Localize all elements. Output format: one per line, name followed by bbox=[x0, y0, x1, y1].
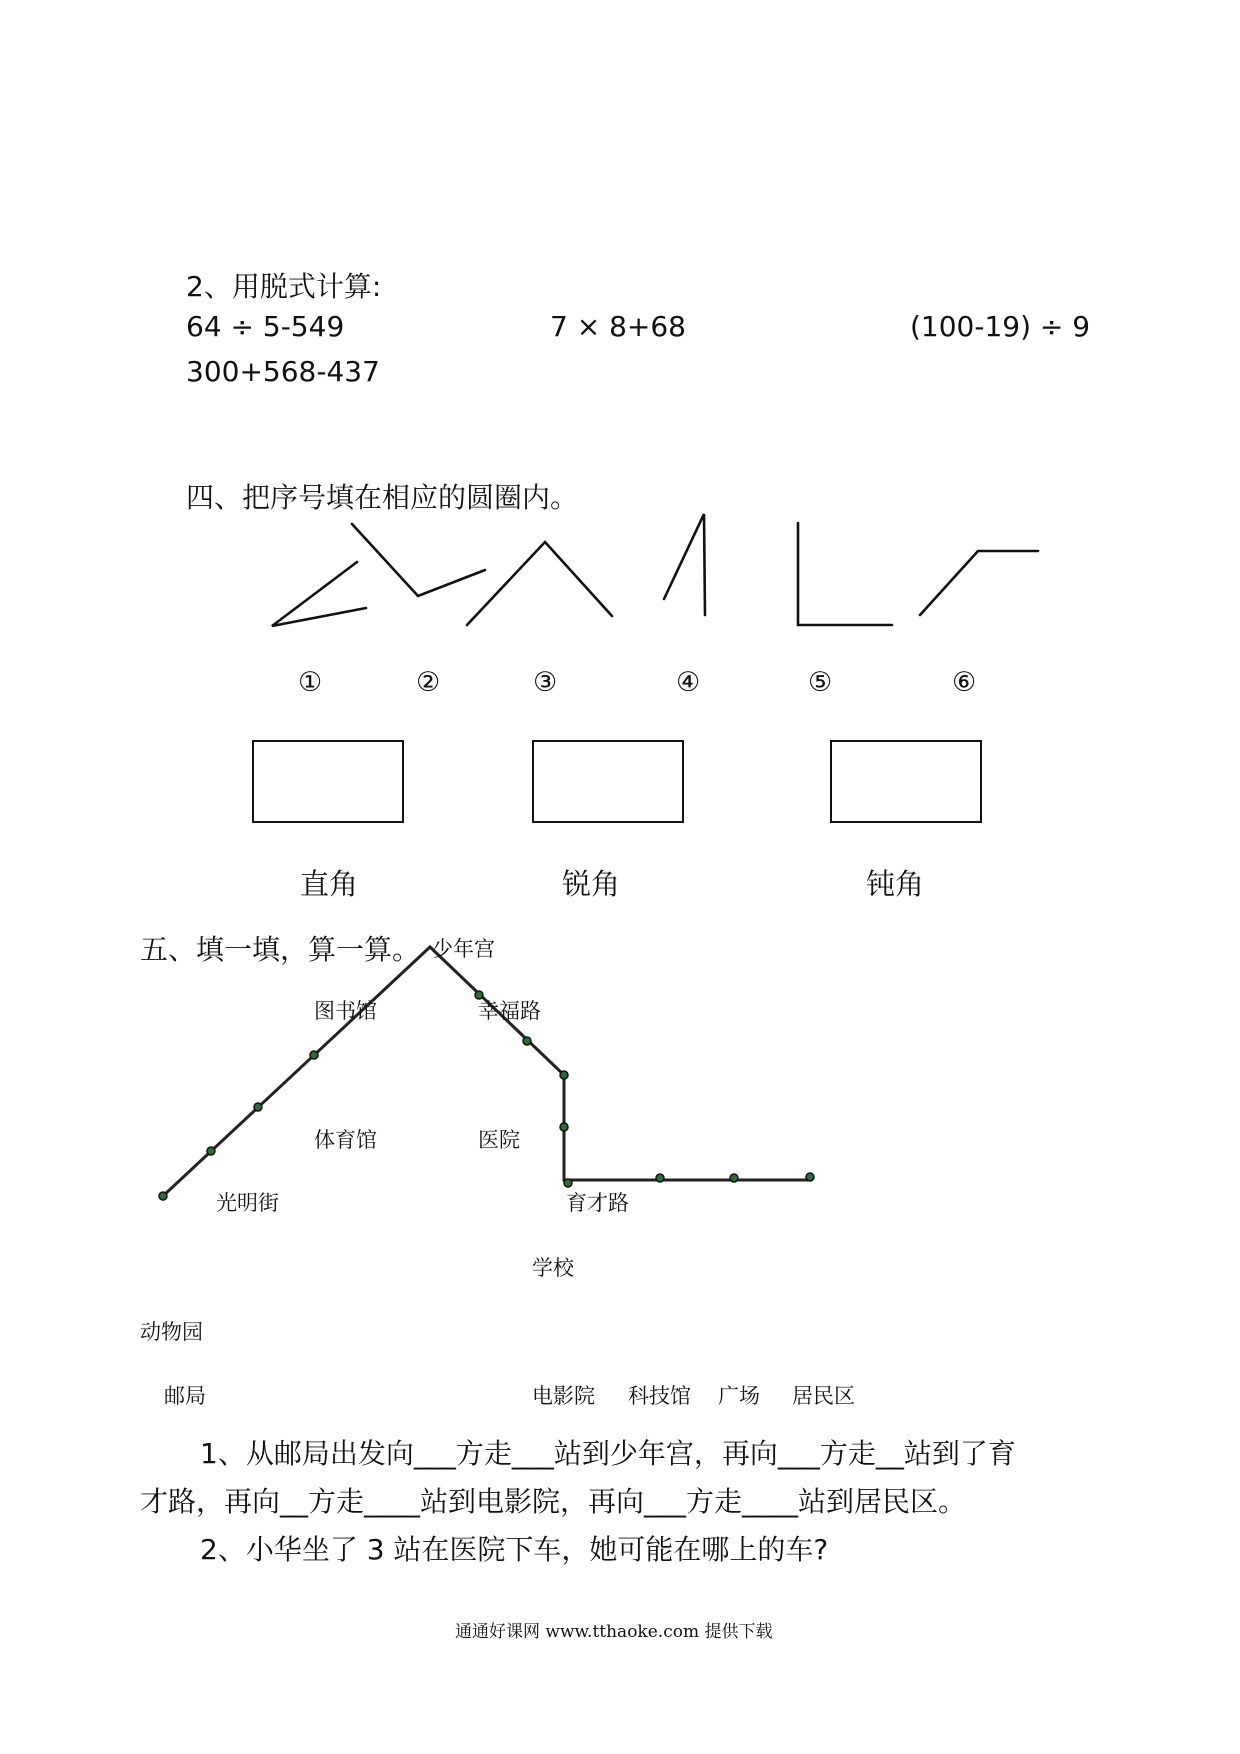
angle-3 bbox=[467, 542, 612, 625]
stop-dot bbox=[207, 1147, 215, 1155]
stop-dot bbox=[806, 1173, 814, 1181]
stop-dot bbox=[310, 1051, 318, 1059]
stop-dot bbox=[560, 1071, 568, 1079]
answer-box-acute-angle[interactable] bbox=[532, 740, 684, 823]
place-guangchang: 广场 bbox=[718, 1384, 760, 1408]
angle-4 bbox=[664, 514, 705, 615]
num-4: ④ bbox=[676, 667, 701, 698]
angle-6 bbox=[920, 551, 1038, 615]
expr-3: (100-19) ÷ 9 bbox=[910, 310, 1091, 343]
stop-dot bbox=[656, 1174, 664, 1182]
place-kejiguan: 科技馆 bbox=[628, 1384, 691, 1408]
num-1: ① bbox=[298, 667, 323, 698]
stop-dot bbox=[159, 1192, 167, 1200]
answer-box-obtuse-angle[interactable] bbox=[830, 740, 982, 823]
label-obtuse-angle: 钝角 bbox=[866, 867, 925, 901]
label-right-angle: 直角 bbox=[300, 867, 359, 901]
place-dianyingyuan: 电影院 bbox=[532, 1384, 595, 1408]
expr-4: 300+568-437 bbox=[186, 355, 380, 388]
angles-title: 四、把序号填在相应的圆圈内。 bbox=[186, 481, 579, 514]
num-2: ② bbox=[416, 667, 441, 698]
stop-dot bbox=[564, 1179, 572, 1187]
num-3: ③ bbox=[533, 667, 558, 698]
question-1-line-1: 1、从邮局出发向___方走___站到少年宫，再向___方走__站到了育 bbox=[200, 1437, 1016, 1470]
stop-dot bbox=[523, 1037, 531, 1045]
bus-route bbox=[163, 947, 810, 1196]
place-guangmingjie: 光明街 bbox=[216, 1191, 279, 1215]
calc-title: 2、用脱式计算: bbox=[186, 270, 382, 303]
expr-2: 7 × 8+68 bbox=[550, 310, 686, 343]
place-tushuguan: 图书馆 bbox=[314, 999, 377, 1023]
angle-1 bbox=[272, 562, 366, 626]
place-dongwuyuan: 动物园 bbox=[140, 1320, 203, 1344]
expr-1: 64 ÷ 5-549 bbox=[186, 310, 345, 343]
route-title: 五、填一填，算一算。 bbox=[140, 933, 421, 966]
num-6: ⑥ bbox=[952, 667, 977, 698]
label-acute-angle: 锐角 bbox=[562, 867, 621, 901]
answer-box-right-angle[interactable] bbox=[252, 740, 404, 823]
place-xingfulu: 幸福路 bbox=[478, 999, 541, 1023]
angle-5 bbox=[798, 523, 892, 625]
question-1-line-2: 才路，再向__方走____站到电影院，再向___方走____站到居民区。 bbox=[140, 1485, 967, 1518]
stop-dot bbox=[254, 1103, 262, 1111]
place-tiyuguan: 体育馆 bbox=[314, 1128, 377, 1152]
place-xuexiao: 学校 bbox=[532, 1256, 574, 1280]
stop-dot bbox=[560, 1123, 568, 1131]
stop-dot bbox=[730, 1174, 738, 1182]
num-5: ⑤ bbox=[808, 667, 833, 698]
question-2: 2、小华坐了 3 站在医院下车，她可能在哪上的车? bbox=[200, 1533, 829, 1566]
place-yiyuan: 医院 bbox=[478, 1128, 520, 1152]
place-youju: 邮局 bbox=[164, 1384, 206, 1408]
place-shaoniangong: 少年宫 bbox=[432, 937, 495, 961]
angle-2 bbox=[352, 524, 485, 596]
place-jumingqu: 居民区 bbox=[792, 1384, 855, 1408]
place-yucailu: 育才路 bbox=[566, 1191, 629, 1215]
footer-credit: 通通好课网 www.tthaoke.com 提供下载 bbox=[455, 1622, 773, 1642]
